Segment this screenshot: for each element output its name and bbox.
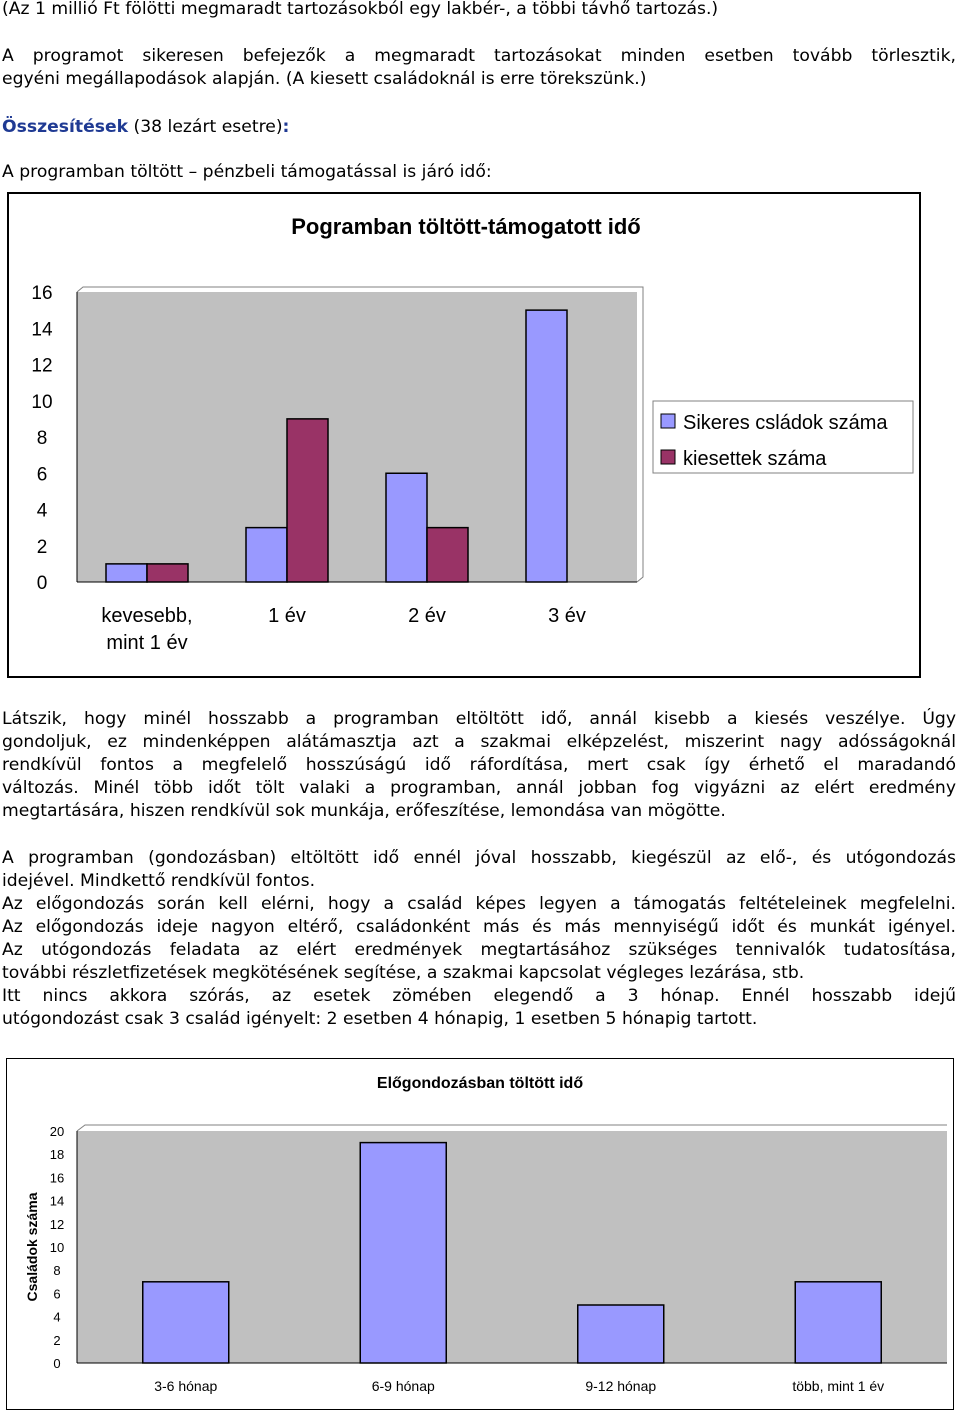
x-tick-label: 6-9 hónap <box>371 1378 435 1394</box>
summary-heading-colon: : <box>282 117 290 137</box>
y-tick-label: 10 <box>31 391 53 413</box>
legend-swatch <box>661 450 675 464</box>
bar <box>386 473 427 582</box>
bar <box>795 1282 881 1363</box>
x-tick-label: 3-6 hónap <box>154 1378 218 1394</box>
paragraph-repayment-line1: A programot sikeresen befejezők a megmaradt tartozásokat minden esetben tovább törlesztik, <box>2 46 956 66</box>
analysis-line-4: változás. Minél több időt tölt valaki a programban, annál jobban fog vigyázni az elért eredmény <box>2 778 956 798</box>
chart-program-time <box>7 192 921 678</box>
x-tick-label: 1 év <box>268 605 306 627</box>
analysis-line-5: megtartására, hiszen rendkívül sok munkája, erőfeszítése, lemondása van mögötte. <box>2 801 726 821</box>
bar <box>526 310 567 582</box>
y-tick-label: 18 <box>49 1147 65 1163</box>
legend-label: Sikeres csládok száma <box>683 412 888 434</box>
x-tick-label: 3 év <box>548 605 586 627</box>
x-tick-label: kevesebb, <box>101 605 193 627</box>
y-tick-label: 2 <box>53 1332 61 1348</box>
chart-title: Pogramban töltött-támogatott idő <box>291 214 641 239</box>
x-tick-label: 2 év <box>408 605 446 627</box>
chart-title: Előgondozásban töltött idő <box>376 1075 584 1092</box>
care-line-2: idejével. Mindkettő rendkívül fontos. <box>2 871 316 891</box>
legend-label: kiesettek száma <box>683 448 827 470</box>
chart-program-time-svg <box>9 194 919 676</box>
chart-pre-care-time-svg <box>7 1059 953 1409</box>
summary-heading <box>2 116 956 139</box>
y-tick-label: 0 <box>53 1356 61 1371</box>
bar <box>246 528 287 582</box>
y-tick-label: 6 <box>36 464 48 486</box>
summary-heading-rest: (38 lezárt esetre) <box>128 117 283 137</box>
paragraph-repayment-line2: egyéni megállapodások alapján. (A kiesett családoknál is erre törekszünk.) <box>2 69 647 89</box>
y-tick-label: 16 <box>31 283 53 304</box>
y-tick-label: 20 <box>49 1124 65 1139</box>
care-line-8: utógondozást csak 3 család igényelt: 2 esetben 4 hónapig, 1 esetben 5 hónapig tartott. <box>2 1009 758 1029</box>
care-line-1: A programban (gondozásban) eltöltött idő ennél jóval hosszabb, kiegészül az elő-, és utógondozás <box>2 848 956 868</box>
y-tick-label: 14 <box>31 319 53 341</box>
bar <box>143 1282 229 1363</box>
y-tick-label: 12 <box>49 1216 65 1232</box>
y-tick-label: 14 <box>49 1193 65 1209</box>
care-line-3: Az előgondozás során kell elérni, hogy a család képes legyen a támogatás feltételeinek megfelelni. <box>2 894 956 914</box>
y-tick-label: 0 <box>36 573 48 594</box>
program-time-intro: A programban töltött – pénzbeli támogatással is járó idő: <box>2 162 492 182</box>
y-tick-label: 12 <box>31 355 53 377</box>
bar <box>287 419 328 582</box>
analysis-line-3: rendkívül fontos a megfelelő hosszúságú idő ráfordítása, mert csak így érhető el maradandó <box>2 755 956 775</box>
paragraph-debt-note: (Az 1 millió Ft fölötti megmaradt tartozásokból egy lakbér-, a többi távhő tartozás.) <box>2 0 719 19</box>
bar <box>147 564 188 582</box>
y-tick-label: 10 <box>49 1240 65 1255</box>
x-tick-label: több, mint 1 év <box>792 1378 885 1394</box>
y-tick-label: 2 <box>36 536 48 558</box>
x-tick-label: 9-12 hónap <box>585 1378 657 1394</box>
x-tick-label: mint 1 év <box>106 632 188 654</box>
care-line-5: Az utógondozás feladata az elért eredmények megtartásához szükséges tennivalók tudatosítása, <box>2 940 956 960</box>
bar <box>578 1305 664 1363</box>
chart-pre-care-time <box>6 1058 954 1410</box>
y-axis-title: Családok száma <box>24 1192 40 1302</box>
y-tick-label: 4 <box>36 500 48 522</box>
plot-wall-edge <box>77 1125 947 1131</box>
y-tick-label: 8 <box>36 428 48 449</box>
bar <box>360 1143 446 1363</box>
care-line-7: Itt nincs akkora szórás, az esetek zömében elegendő a 3 hónap. Ennél hosszabb idejű <box>2 986 956 1006</box>
care-line-4: Az előgondozás ideje nagyon eltérő, családonként más és más mennyiségű időt és munkát igényel. <box>2 917 956 937</box>
y-tick-label: 6 <box>53 1286 61 1302</box>
summary-heading-bold: Összesítések <box>2 117 129 137</box>
y-tick-label: 8 <box>53 1263 61 1279</box>
analysis-line-1: Látszik, hogy minél hosszabb a programban eltöltött idő, annál kisebb a kiesés veszélye. Úgy <box>2 709 956 729</box>
care-line-6: további részletfizetések megkötésének segítése, a szakmai kapcsolat végleges lezárása, stb. <box>2 963 805 983</box>
legend-swatch <box>661 414 675 428</box>
analysis-line-2: gondoljuk, ez mindenképpen alátámasztja azt a szakmai elképzelést, miszerint nagy adósságoknál <box>2 732 956 752</box>
bar <box>427 528 468 582</box>
bar <box>106 564 147 582</box>
y-tick-label: 16 <box>49 1170 65 1186</box>
y-tick-label: 4 <box>53 1309 61 1325</box>
